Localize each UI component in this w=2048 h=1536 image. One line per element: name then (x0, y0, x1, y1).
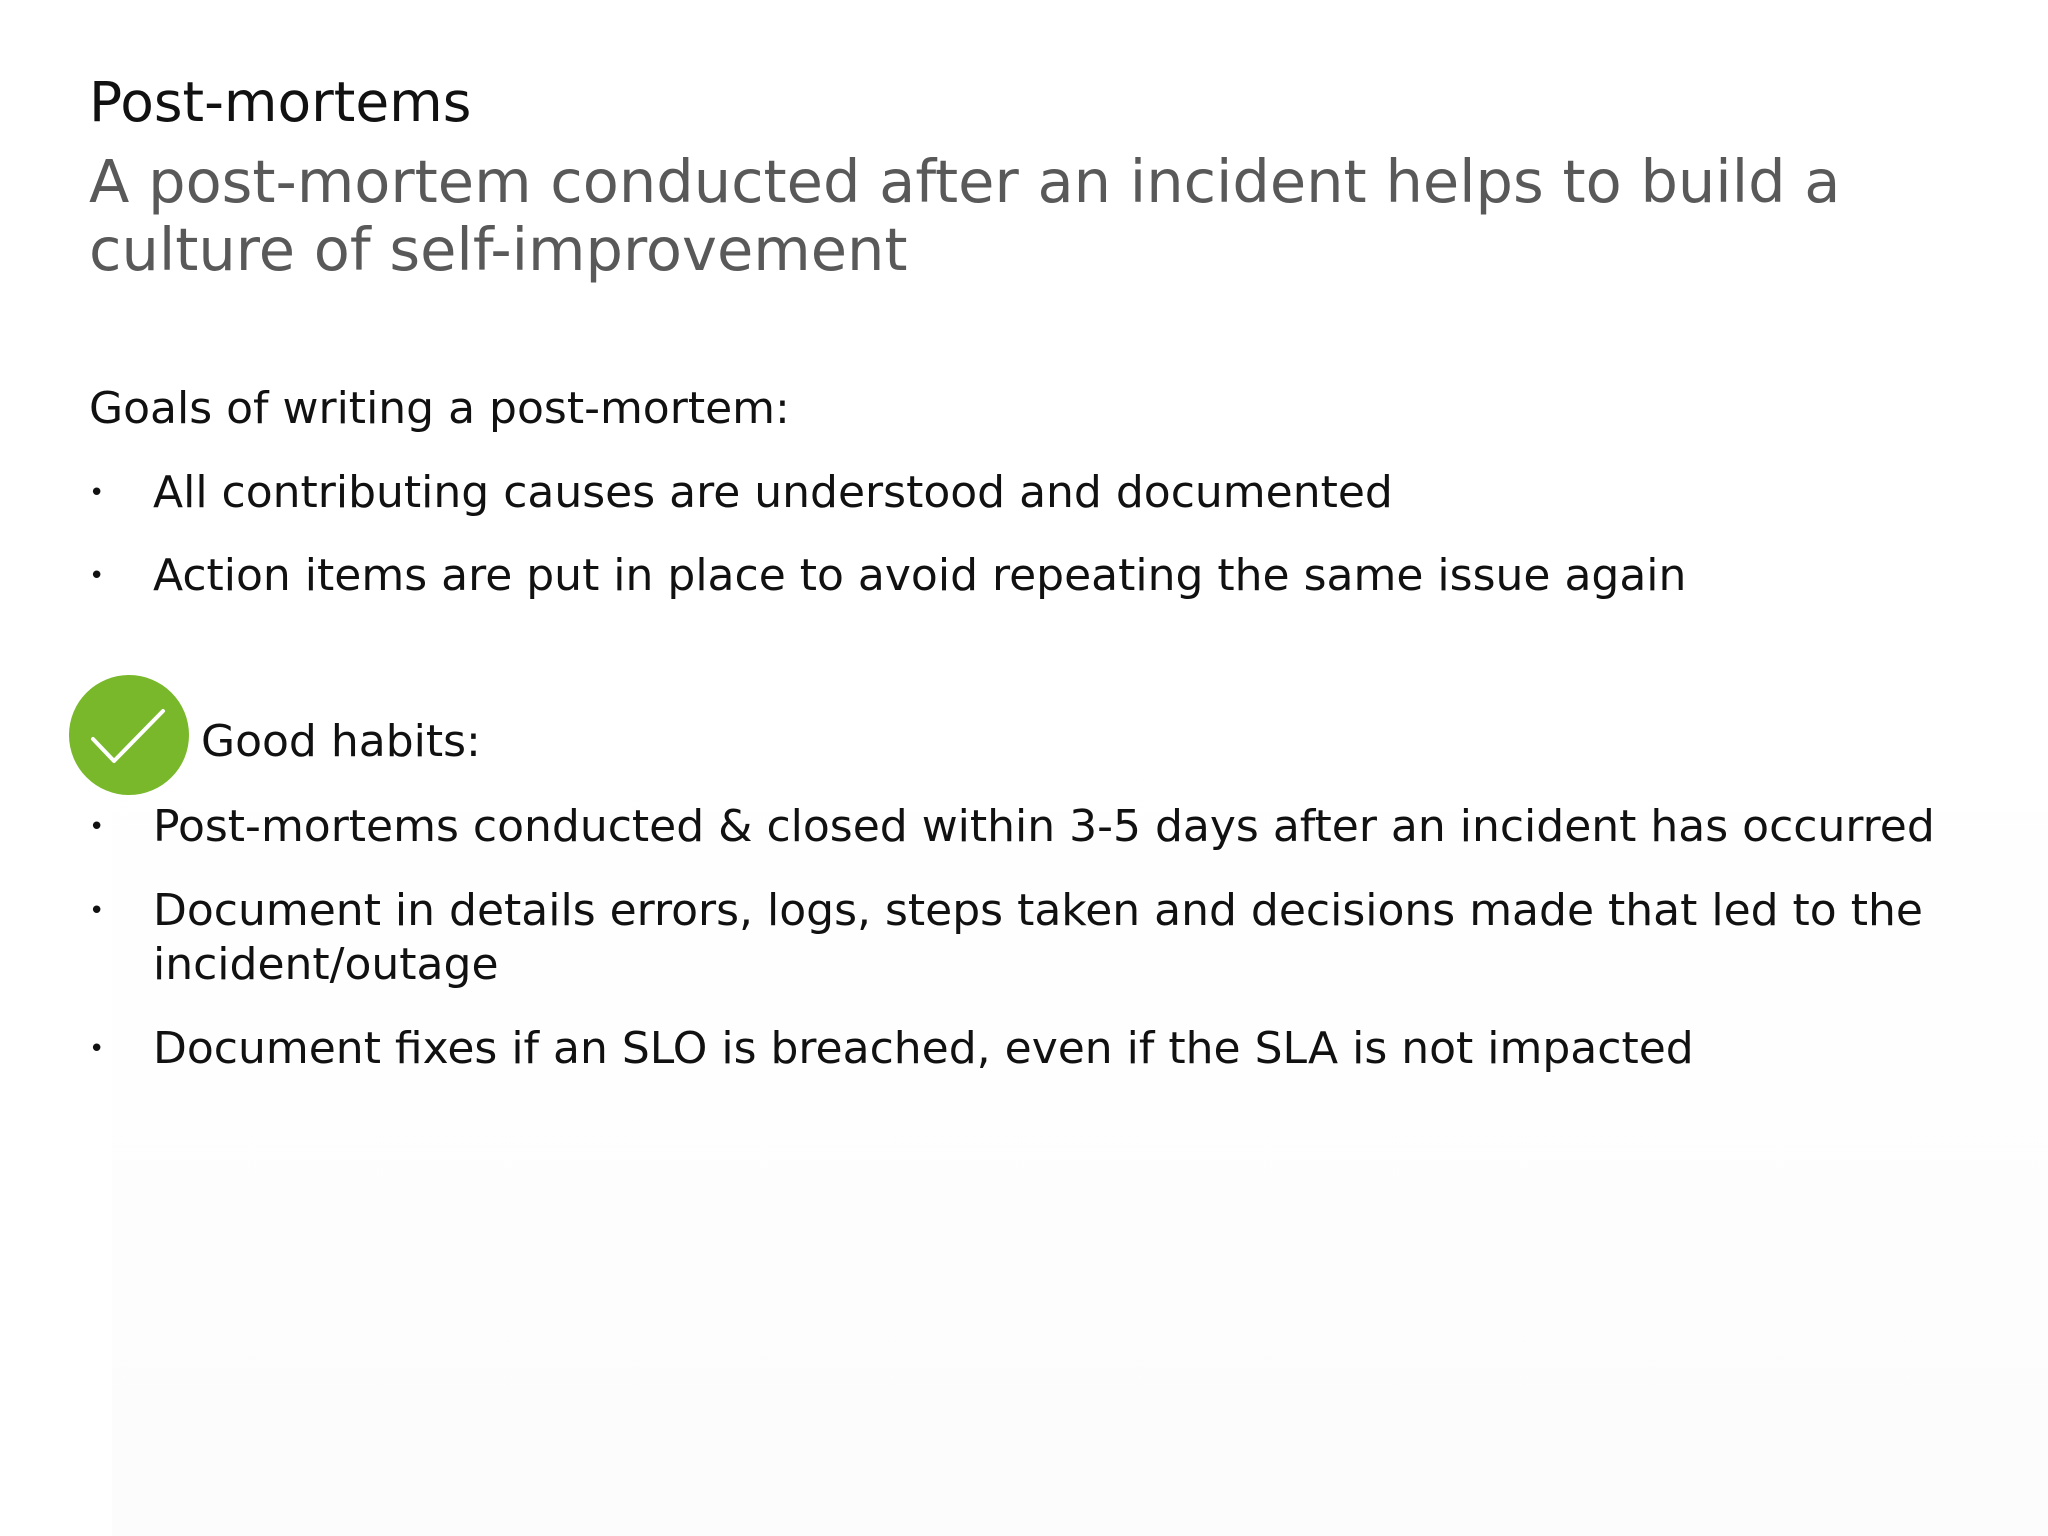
list-item (89, 549, 1969, 603)
bullet-icon: • (89, 1034, 105, 1064)
checkmark-circle-icon (69, 675, 189, 795)
goals-list (89, 466, 1969, 632)
bullet-icon: • (89, 478, 105, 508)
slide-subtitle: A post-mortem conducted after an incident helps to build a culture of self-improvement (89, 147, 1841, 284)
list-item (89, 1022, 1969, 1076)
list-item (89, 466, 1969, 520)
list-item (89, 800, 1969, 854)
habit-text: Document in details errors, logs, steps taken and decisions made that led to the incident/outage (153, 885, 1923, 990)
goal-text: Action items are put in place to avoid repeating the same issue again (153, 550, 1687, 601)
goals-heading: Goals of writing a post-mortem: (89, 383, 790, 434)
habits-list (89, 800, 1969, 1106)
habit-text: Document fixes if an SLO is breached, even if the SLA is not impacted (153, 1023, 1694, 1074)
habit-text: Post-mortems conducted & closed within 3-5 days after an incident has occurred (153, 801, 1935, 852)
bullet-icon: • (89, 561, 105, 591)
bullet-icon: • (89, 812, 105, 842)
habits-heading: Good habits: (201, 716, 481, 767)
list-item (89, 884, 1969, 992)
checkmark-icon (69, 675, 189, 795)
bullet-icon: • (89, 896, 105, 926)
slide-title: Post-mortems (89, 70, 472, 134)
goal-text: All contributing causes are understood and documented (153, 467, 1393, 518)
